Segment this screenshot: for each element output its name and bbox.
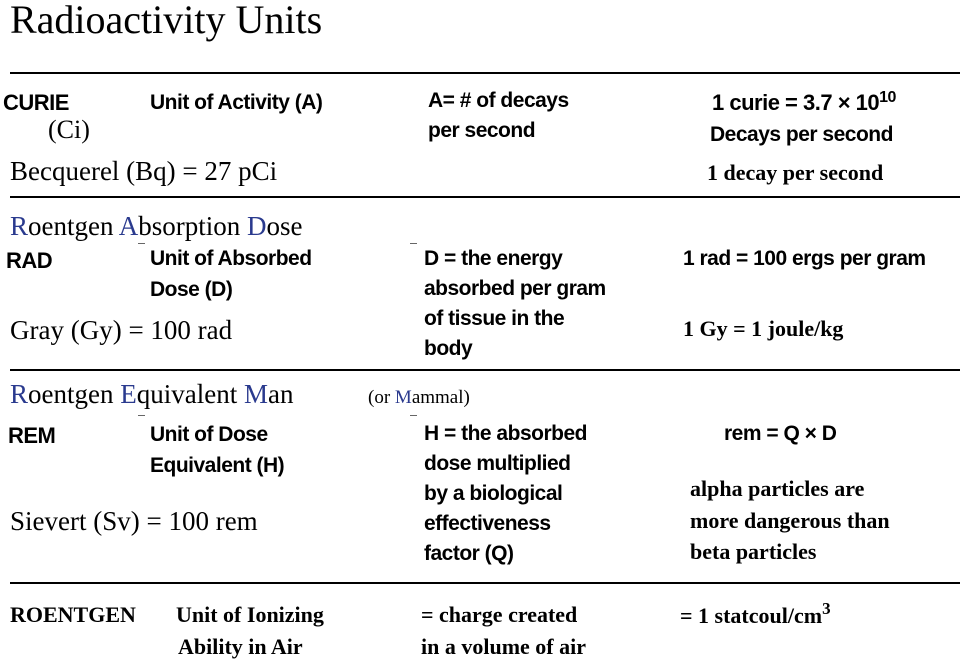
rad-si-unit: Gray (Gy) = 100 rad	[10, 315, 233, 345]
page-title: Radioactivity Units	[10, 0, 323, 42]
curie-description: Unit of Activity (A)	[150, 91, 323, 114]
roentgen-definition-line-2: in a volume of air	[421, 634, 586, 659]
rad-definition-line-4: body	[424, 337, 473, 360]
curie-equation-base: 1 curie = 3.7 × 10	[712, 90, 880, 115]
rem-definition-line-2: dose multiplied	[424, 452, 571, 475]
roentgen-name: ROENTGEN	[10, 602, 136, 627]
roentgen-equation-base: = 1 statcoul/cm	[680, 603, 823, 628]
rem-definition-line-4: effectiveness	[424, 512, 551, 535]
divider	[10, 72, 960, 74]
tick-mark	[410, 415, 417, 416]
rem-heading-initial-1: R	[10, 379, 29, 409]
divider	[10, 196, 960, 198]
rad-description-line-2: Dose (D)	[150, 278, 233, 301]
rad-heading	[10, 213, 303, 240]
roentgen-equation	[680, 600, 831, 627]
rem-heading-rest-1: oentgen	[28, 379, 121, 409]
divider	[10, 582, 960, 584]
curie-definition-line-2: per second	[428, 119, 536, 142]
curie-equation	[712, 90, 896, 114]
rem-heading-rest-3: an	[268, 379, 294, 409]
tick-mark	[138, 243, 145, 244]
rem-name: REM	[8, 423, 56, 448]
roentgen-description-line-2: Ability in Air	[178, 634, 303, 659]
rad-heading-rest-3: ose	[266, 211, 303, 241]
rem-si-unit: Sievert (Sv) = 100 rem	[10, 506, 258, 536]
curie-abbr: (Ci)	[48, 115, 90, 144]
rad-heading-initial-1: R	[10, 211, 29, 241]
rad-description-line-1: Unit of Absorbed	[150, 247, 312, 270]
rem-definition-line-3: by a biological	[424, 482, 563, 505]
rad-heading-initial-3: D	[247, 211, 267, 241]
rem-description-line-1: Unit of Dose	[150, 423, 268, 446]
curie-si-unit: Becquerel (Bq) = 27 pCi	[10, 156, 278, 186]
tick-mark	[138, 415, 145, 416]
rad-heading-initial-2: A	[118, 211, 139, 241]
curie-definition-line-1: A= # of decays	[428, 89, 569, 112]
rad-equation: 1 rad = 100 ergs per gram	[683, 247, 926, 270]
rem-note-line-2: more dangerous than	[690, 508, 890, 533]
rad-name: RAD	[6, 248, 53, 273]
roentgen-description-line-1: Unit of Ionizing	[176, 602, 324, 627]
rad-definition-line-2: absorbed per gram	[424, 277, 606, 300]
rem-heading-initial-2: E	[120, 379, 137, 409]
roentgen-definition-line-1: = charge created	[421, 602, 578, 627]
rem-definition-line-5: factor (Q)	[424, 542, 514, 565]
rem-equation: rem = Q × D	[724, 422, 837, 445]
rem-heading-note	[368, 388, 470, 407]
rem-heading-note-initial: M	[394, 387, 412, 408]
curie-si-note: 1 decay per second	[707, 160, 884, 185]
rad-heading-rest-2: bsorption	[138, 211, 248, 241]
rad-si-note: 1 Gy = 1 joule/kg	[683, 316, 844, 341]
roentgen-equation-exponent: 3	[822, 599, 831, 618]
rem-heading-note-prefix: (or	[368, 387, 395, 408]
rad-heading-rest-1: oentgen	[28, 211, 119, 241]
tick-mark	[410, 243, 417, 244]
curie-name: CURIE	[3, 90, 69, 115]
rem-heading-note-rest: ammal)	[411, 387, 470, 408]
curie-equation-line-2: Decays per second	[710, 123, 893, 146]
rad-definition-line-3: of tissue in the	[424, 307, 565, 330]
rem-heading	[10, 381, 293, 408]
rem-description-line-2: Equivalent (H)	[150, 454, 285, 477]
rad-definition-line-1: D = the energy	[424, 247, 563, 270]
rem-note-line-3: beta particles	[690, 539, 817, 564]
rem-definition-line-1: H = the absorbed	[424, 422, 587, 445]
rem-heading-rest-2: quivalent	[136, 379, 244, 409]
rem-heading-initial-3: M	[243, 379, 268, 409]
curie-equation-exponent: 10	[879, 89, 896, 106]
rem-note-line-1: alpha particles are	[690, 476, 865, 501]
divider	[10, 369, 960, 371]
